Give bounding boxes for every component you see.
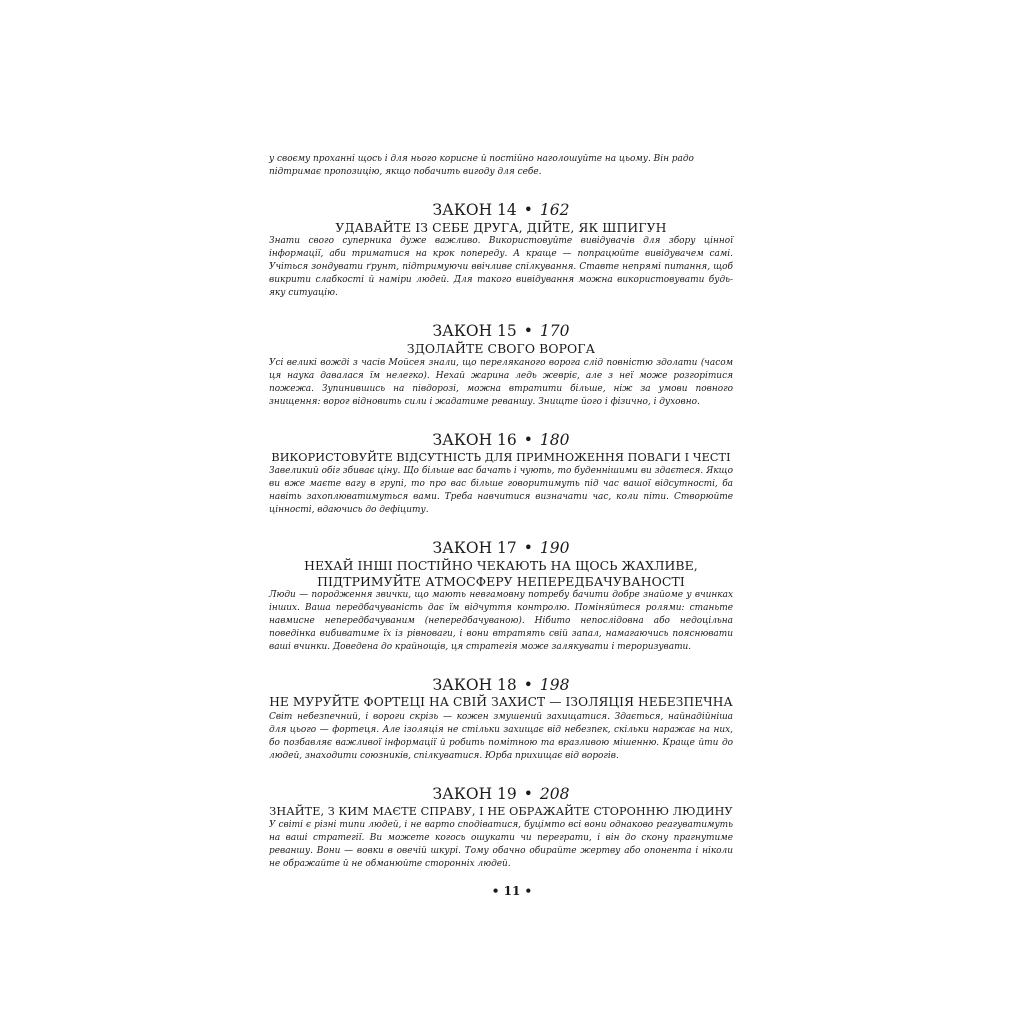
- separator-dot: •: [523, 676, 533, 695]
- law-number: ЗАКОН 14: [432, 200, 517, 219]
- law-18: [269, 675, 733, 762]
- law-title-line: НЕХАЙ ІНШІ ПОСТІЙНО ЧЕКАЮТЬ НА ЩОСЬ ЖАХЛИВЕ,: [304, 558, 698, 574]
- intro-paragraph: у своєму проханні щось і для нього корисне й постійно наголошуйте на цьому. Він радо підтримає пропозицію, якщо побачить вигоду для себе.: [269, 154, 694, 177]
- separator-dot: •: [523, 200, 533, 219]
- law-15: [269, 321, 733, 408]
- law-title-line: УДАВАЙТЕ ІЗ СЕБЕ ДРУГА, ДІЙТЕ, ЯК ШПИГУН: [335, 219, 667, 235]
- law-16: [269, 430, 733, 517]
- law-summary: У світі є різні типи людей, і не варто сподіватися, буцімто всі вони однаково реагуватимуть на ваші стратегії. Ви можете когось ошукати чи переграти, і він до скону прагнутиме реваншу. Вони — вовки в овечій шкурі. Тому обачно обирайте жертву або опонента і ніколи не ображайте й не обманюйте сторонніх людей.: [269, 820, 733, 870]
- law-summary: Світ небезпечний, і вороги скрізь — кожен змушений захищатися. Здається, найнадійніша для цього — фортеця. Але ізоляція не стільки захищає від небезпек, скільки наражає на них, бо позбавляє важливої інформації й робить помітною та вразливою мішенню. Краще йти до людей, знаходити союзників, спілкуватися. Юрба прихищає від ворогів.: [269, 711, 733, 761]
- law-title-line: ЗДОЛАЙТЕ СВОГО ВОРОГА: [406, 341, 596, 357]
- law-title-line: ПІДТРИМУЙТЕ АТМОСФЕРУ НЕПЕРЕДБАЧУВАНОСТІ: [317, 573, 685, 589]
- law-heading: [269, 430, 733, 450]
- law-title: [269, 695, 733, 711]
- separator-dot: •: [523, 322, 533, 341]
- law-title-line: ЗНАЙТЕ, З КИМ МАЄТЕ СПРАВУ, І НЕ ОБРАЖАЙТЕ СТОРОННЮ ЛЮДИНУ: [269, 804, 733, 818]
- law-title-line: ВИКОРИСТОВУЙТЕ ВІДСУТНІСТЬ ДЛЯ ПРИМНОЖЕННЯ ПОВАГИ І ЧЕСТІ: [271, 450, 731, 464]
- law-title: [269, 804, 733, 820]
- law-page-number: 208: [539, 784, 570, 803]
- law-14: [269, 200, 733, 300]
- law-number: ЗАКОН 15: [432, 322, 517, 341]
- law-title: [269, 558, 733, 589]
- separator-dot: •: [523, 784, 533, 803]
- law-17: [269, 538, 733, 654]
- law-number: ЗАКОН 18: [432, 676, 517, 695]
- law-summary: Усі великі вожді з часів Мойсея знали, що переляканого ворога слід повністю здолати (часом ця наука давалася їм нелегко). Нехай жарина ледь жевріє, але з неї може розгорітися пожежа. Зупинившись на півдорозі, можна втратити більше, ніж за умови повного знищення: ворог відновить сили і жадатиме реваншу. Знищте його і фізично, і духовно.: [269, 357, 733, 407]
- law-number: ЗАКОН 16: [432, 430, 517, 449]
- law-summary: Люди — породження звички, що мають невгамовну потребу бачити добре знайоме у вчинках інших. Ваша передбачуваність дає їм відчуття контролю. Поміняйтеся ролями: станьте навмисне непередбачуваним (непередбачуваною). Нібито непослідовна або недоцільна поведінка вибиватиме їх із рівноваги, і вони втратять свій запал, намагаючись пояснювати ваші вчинки. Доведена до крайнощів, ця стратегія може залякувати і тероризувати.: [269, 590, 733, 653]
- law-title: [269, 450, 733, 466]
- law-heading: [269, 784, 733, 804]
- law-page-number: 170: [539, 322, 570, 341]
- law-summary: Знати свого суперника дуже важливо. Використовуйте вивідувачів для збору цінної інформації, аби триматися на крок попереду. А краще — попрацюйте вивідувачем самі. Учіться зондувати ґрунт, підтримуючи ввічливе спілкування. Ставте непрямі питання, щоб викрити слабкості й наміри людей. Для такого вивідування можна використовувати будь-яку ситуацію.: [269, 236, 733, 299]
- law-heading: [269, 538, 733, 558]
- text-column: [269, 153, 733, 871]
- law-page-number: 190: [539, 539, 570, 558]
- law-number: ЗАКОН 17: [432, 539, 517, 558]
- page-number: • 11 •: [491, 884, 533, 898]
- law-page-number: 180: [539, 430, 570, 449]
- law-title: [269, 341, 733, 357]
- law-heading: [269, 200, 733, 220]
- law-title-line: НЕ МУРУЙТЕ ФОРТЕЦІ НА СВІЙ ЗАХИСТ — ІЗОЛЯЦІЯ НЕБЕЗПЕЧНА: [269, 695, 733, 710]
- law-heading: [269, 675, 733, 695]
- law-19: [269, 784, 733, 871]
- law-page-number: 198: [539, 676, 570, 695]
- separator-dot: •: [523, 430, 533, 449]
- law-number: ЗАКОН 19: [432, 784, 517, 803]
- law-page-number: 162: [539, 200, 570, 219]
- law-title: [269, 220, 733, 236]
- law-summary: Завеликий обіг збиває ціну. Що більше вас бачать і чують, то буденнішими ви здаєтеся. Якщо ви вже маєте вагу в групі, то про вас більше говоритимуть під час вашої відсутності, ба навіть захоплюватимуться вами. Треба навчитися визначати час, коли піти. Створюйте цінності, вдаючись до дефіциту.: [269, 466, 733, 516]
- law-heading: [269, 321, 733, 341]
- separator-dot: •: [523, 539, 533, 558]
